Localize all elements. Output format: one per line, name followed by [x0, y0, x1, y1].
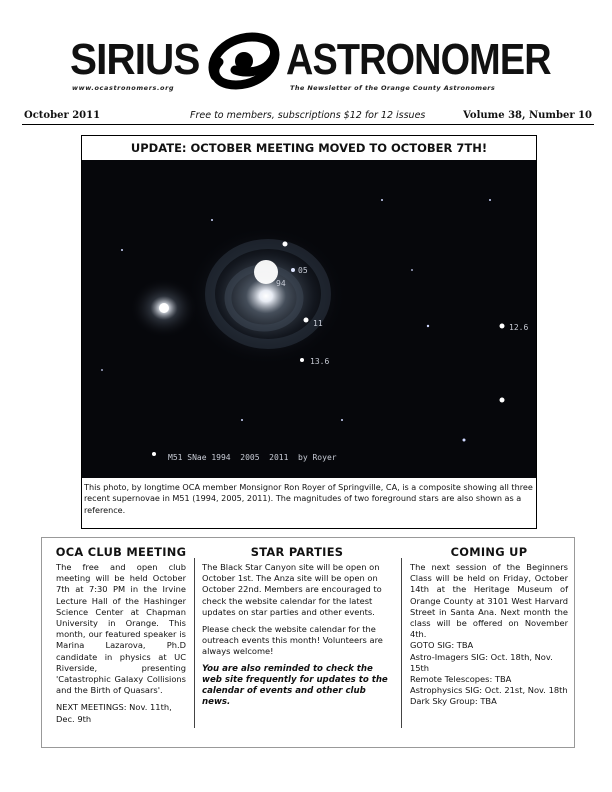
coming-up-item: Astro-Imagers SIG: Oct. 18th, Nov. 15th — [410, 651, 553, 673]
coming-up-item: Dark Sky Group: TBA — [410, 696, 497, 707]
masthead-url: www.ocastronomers.org — [72, 84, 175, 92]
photo-label-sn11: 11 — [313, 319, 323, 328]
m51-photo — [82, 160, 536, 478]
club-meeting-next: NEXT MEETINGS: Nov. 11th, Dec. 9th — [56, 702, 172, 724]
photo-caption: This photo, by longtime OCA member Monsignor Ron Royer of Springville, CA, is a composite showing all three recent supernovae in M51 (1994, 2005, 2011). The magnitudes of two foreground stars are also shown as a reference. — [84, 482, 533, 515]
club-meeting-heading: OCA CLUB MEETING — [55, 545, 187, 559]
club-meeting-body: The free and open club meeting will be held October 7th at 7:30 PM in the Irvine Lecture Hall of the Hashinger Science Center at Chapman University in Orange. This month, our featured speaker is Marina Lazarova, Ph.D candidate in physics at UC Riverside, presenting 'Catastrophic Galaxy Collisions and the Birth of Quasars'. — [56, 562, 186, 696]
issue-pricing: Free to members, subscriptions $12 for 12 issues — [190, 110, 426, 121]
photo-label-star-12: 12.6 — [509, 323, 529, 332]
star-parties-column — [202, 538, 392, 747]
club-meeting-column — [52, 538, 190, 747]
photo-label-sn05: 05 — [298, 266, 308, 275]
column-divider — [194, 558, 195, 728]
photo-label-star-13: 13.6 — [310, 357, 330, 366]
coming-up-column — [410, 538, 568, 747]
star-parties-heading: STAR PARTIES — [250, 545, 344, 559]
coming-up-heading: COMING UP — [450, 545, 528, 559]
photo-credit: M51 SNae 1994 2005 2011 by Royer — [168, 453, 337, 462]
saturn-swirl-logo-icon — [205, 24, 283, 98]
issue-volume: Volume 38, Number 10 — [463, 110, 592, 121]
coming-up-item: Astrophysics SIG: Oct. 21st, Nov. 18th — [410, 685, 568, 696]
coming-up-item: Remote Telescopes: TBA — [410, 674, 512, 685]
coming-up-item: GOTO SIG: TBA — [410, 640, 474, 651]
feature-box — [81, 135, 537, 529]
issue-date: October 2011 — [24, 110, 101, 121]
bottom-info-box — [41, 537, 575, 748]
star-parties-p1: The Black Star Canyon site will be open on October 1st. The Anza site will be open on October 22nd. Members are encouraged to check the website calendar for the latest updates on star parties and other events. — [202, 562, 382, 617]
masthead-title-right: ASTRONOMER — [286, 35, 551, 84]
masthead-subtitle: The Newsletter of the Orange County Astronomers — [290, 84, 496, 92]
star-parties-p2: Please check the website calendar for the outreach events this month! Volunteers are always welcome! — [202, 624, 383, 657]
column-divider — [401, 558, 402, 728]
masthead-title-left: SIRIUS — [70, 35, 200, 84]
header-rule — [22, 124, 594, 125]
star-parties-reminder: You are also reminded to check the web site frequently for updates to the calendar of events and other club news. — [202, 663, 388, 707]
feature-title: UPDATE: OCTOBER MEETING MOVED TO OCTOBER 7TH! — [130, 141, 488, 155]
coming-up-intro: The next session of the Beginners Class will be held on Friday, October 14th at the Heritage Museum of Orange County at 3101 West Harvard Street in Santa Ana. Next month the class will be offered on November 4th. — [410, 562, 568, 640]
photo-label-sn94: 94 — [276, 279, 286, 288]
